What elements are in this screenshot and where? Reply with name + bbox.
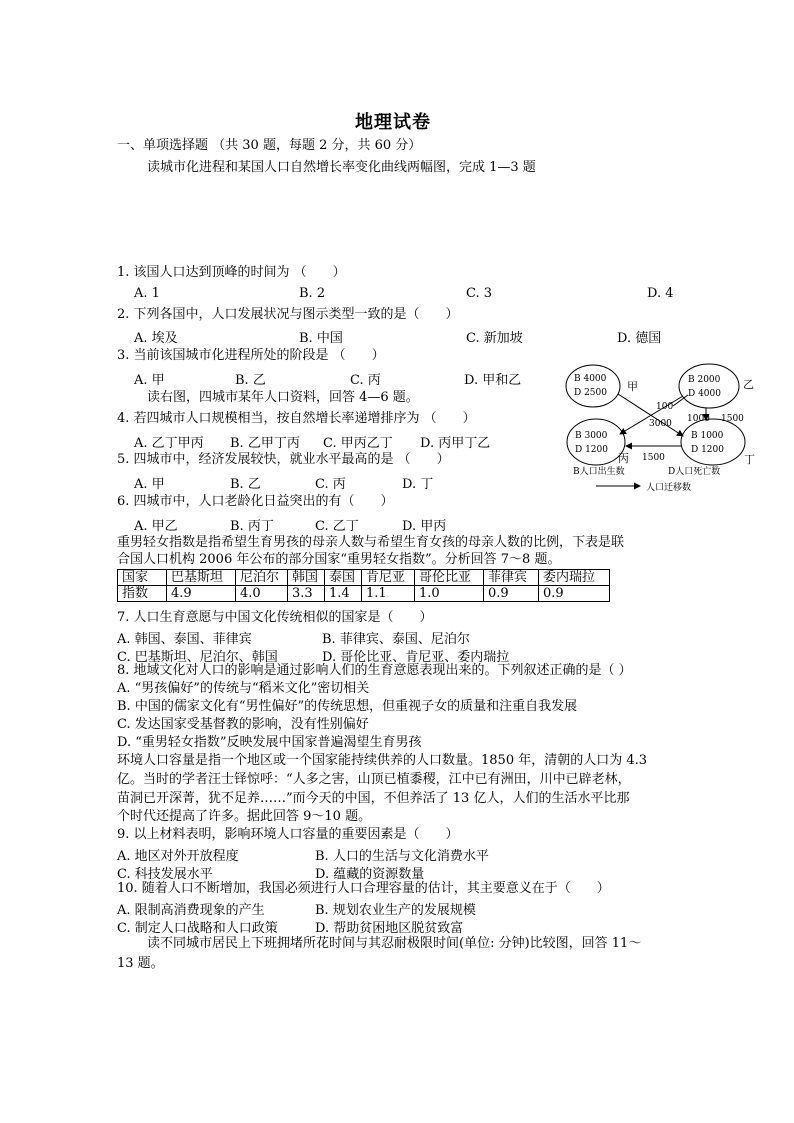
bing-label: 丙 xyxy=(618,452,629,465)
q2-option-a: A. 埃及 xyxy=(134,331,178,346)
jia-death: D 2500 xyxy=(574,388,607,398)
q3-option-d: D. 甲和乙 xyxy=(464,373,522,388)
para-son-preference-1: 重男轻女指数是指希望生育男孩的母亲人数与希望生育女孩的母亲人数的比例，下表是联 xyxy=(117,535,625,550)
table-cell: 3.3 xyxy=(288,586,325,602)
table-cell: 哥伦比亚 xyxy=(415,570,484,586)
para-capacity-2: 亿。当时的学者汪士铎惊呼：“人多之害，山顶已植黍稷，江中已有洲田，川中已辟老林， xyxy=(117,772,631,787)
yi-death: D 4000 xyxy=(688,389,721,399)
question-4: 4. 若四城市人口规模相当，按自然增长率递增排序为 （ ） xyxy=(117,411,476,426)
table-cell: 4.9 xyxy=(167,586,236,602)
q2-option-d: D. 德国 xyxy=(617,331,662,346)
bing-death: D 1200 xyxy=(575,445,608,455)
q4-option-a: A. 乙丁甲丙 xyxy=(134,436,204,451)
table-cell: 1.1 xyxy=(362,586,415,602)
intro-q1-3: 读城市化进程和某国人口自然增长率变化曲线两幅图，完成 1—3 题 xyxy=(147,160,536,175)
jia-birth: B 4000 xyxy=(574,374,607,384)
table-cell: 巴基斯坦 xyxy=(167,570,236,586)
q1-option-b: B. 2 xyxy=(299,286,326,301)
ding-death: D 1200 xyxy=(691,445,724,455)
table-cell: 4.0 xyxy=(236,586,288,602)
q4-option-d: D. 丙甲丁乙 xyxy=(420,436,491,451)
q8-option-d: D. “重男轻女指数”反映发展中国家普遍渴望生育男孩 xyxy=(117,735,422,750)
question-9: 9. 以上材料表明，影响环境人口容量的重要因素是（ ） xyxy=(117,827,459,842)
q10-option-d: D. 帮助贫困地区脱贫致富 xyxy=(315,921,464,936)
table-row xyxy=(118,570,610,586)
city-bing-circle xyxy=(567,419,625,465)
q1-option-c: C. 3 xyxy=(466,286,493,301)
q5-option-a: A. 甲 xyxy=(134,477,165,492)
q3-option-c: C. 丙 xyxy=(350,373,381,388)
table-cell: 指数 xyxy=(118,586,167,602)
flow-label-1500a: 1500 xyxy=(721,414,744,424)
intro-q4-6: 读右图，四城市某年人口资料，回答 4—6 题。 xyxy=(147,390,419,405)
q2-option-c: C. 新加坡 xyxy=(466,331,523,346)
table-cell: 国家 xyxy=(118,570,167,586)
para-capacity-1: 环境人口容量是指一个地区或一个国家能持续供养的人口数量。1850 年，清朝的人口为 4.3 xyxy=(117,753,648,768)
q9-option-a: A. 地区对外开放程度 xyxy=(117,849,239,864)
flow-label-1500b: 1500 xyxy=(642,453,665,463)
q9-option-d: D. 蕴藏的资源数量 xyxy=(315,867,425,882)
q7-option-a: A. 韩国、泰国、菲律宾 xyxy=(117,632,252,647)
q6-option-b: B. 丙丁 xyxy=(230,519,274,534)
q5-option-b: B. 乙 xyxy=(230,477,261,492)
question-6: 6. 四城市中，人口老龄化日益突出的有（ ） xyxy=(117,494,394,509)
section-heading: 一、单项选择题 （共 30 题，每题 2 分，共 60 分） xyxy=(117,138,422,153)
table-cell: 0.9 xyxy=(484,586,539,602)
para-commute-2: 13 题。 xyxy=(117,956,164,971)
q6-option-a: A. 甲乙 xyxy=(134,519,178,534)
q1-option-a: A. 1 xyxy=(134,286,160,301)
ding-birth: B 1000 xyxy=(691,431,724,441)
table-cell: 肯尼亚 xyxy=(362,570,415,586)
q9-option-c: C. 科技发展水平 xyxy=(117,867,213,882)
question-1: 1. 该国人口达到顶峰的时间为 （ ） xyxy=(117,265,346,280)
q4-option-b: B. 乙甲丁丙 xyxy=(230,436,300,451)
question-5: 5. 四城市中，经济发展较快，就业水平最高的是 （ ） xyxy=(117,452,450,467)
page-title: 地理试卷 xyxy=(355,112,431,133)
table-cell: 委内瑞拉 xyxy=(539,570,610,586)
q10-option-b: B. 规划农业生产的发展规模 xyxy=(315,903,476,918)
flow-label-100: 100 xyxy=(656,402,674,412)
para-capacity-3: 苗洞已开深菁，犹不足养……”而今天的中国，不但养活了 13 亿人，人们的生活水平比那 xyxy=(117,791,630,806)
ding-label: 丁 xyxy=(744,453,755,466)
q7-option-b: B. 菲律宾、泰国、尼泊尔 xyxy=(322,632,470,647)
q9-option-b: B. 人口的生活与文化消费水平 xyxy=(315,849,489,864)
bing-birth: B 3000 xyxy=(575,431,608,441)
q6-option-d: D. 甲丙 xyxy=(402,519,447,534)
table-cell: 0.9 xyxy=(539,586,610,602)
q3-option-a: A. 甲 xyxy=(134,373,165,388)
jia-label: 甲 xyxy=(627,380,638,393)
table-cell: 1.4 xyxy=(325,586,362,602)
para-son-preference-2: 合国人口机构 2006 年公布的部分国家“重男轻女指数”。分析回答 7～8 题。 xyxy=(117,552,561,567)
q2-option-b: B. 中国 xyxy=(299,331,343,346)
table-row xyxy=(118,586,610,602)
city-population-diagram xyxy=(560,358,774,494)
q7-option-c: C. 巴基斯坦、尼泊尔、韩国 xyxy=(117,650,278,665)
q3-option-b: B. 乙 xyxy=(235,373,266,388)
question-3: 3. 当前该国城市化进程所处的阶段是 （ ） xyxy=(117,348,385,363)
q8-option-c: C. 发达国家受基督教的影响，没有性别偏好 xyxy=(117,717,369,732)
question-2: 2. 下列各国中，人口发展状况与图示类型一致的是（ ） xyxy=(117,307,459,322)
table-cell: 1.0 xyxy=(415,586,484,602)
q7-option-d: D. 哥伦比亚、肯尼亚、委内瑞拉 xyxy=(322,650,510,665)
legend-death: D人口死亡数 xyxy=(668,467,721,477)
flow-label-1000: 1000 xyxy=(687,414,710,424)
q5-option-c: C. 丙 xyxy=(315,477,346,492)
yi-label: 乙 xyxy=(743,378,754,391)
q8-option-b: B. 中国的儒家文化有“男性偏好”的传统思想，但重视子女的质量和注重自我发展 xyxy=(117,699,578,714)
question-8: 8. 地域文化对人口的影响是通过影响人们的生育意愿表现出来的。下列叙述正确的是（ ） xyxy=(117,663,632,678)
question-10: 10. 随着人口不断增加，我国必须进行人口合理容量的估计，其主要意义在于（ ） xyxy=(117,881,610,896)
para-capacity-4: 个时代还提高了许多。据此回答 9～10 题。 xyxy=(117,809,372,824)
city-jia-circle xyxy=(566,365,620,407)
q10-option-c: C. 制定人口战略和人口政策 xyxy=(117,921,278,936)
q8-option-a: A. “男孩偏好”的传统与“稻米文化”密切相关 xyxy=(117,681,370,696)
question-7: 7. 人口生育意愿与中国文化传统相似的国家是（ ） xyxy=(117,610,433,625)
flow-label-3000: 3000 xyxy=(649,419,672,429)
q5-option-d: D. 丁 xyxy=(402,477,434,492)
table-cell: 泰国 xyxy=(325,570,362,586)
son-preference-table xyxy=(117,569,610,602)
table-cell: 韩国 xyxy=(288,570,325,586)
table-cell: 菲律宾 xyxy=(484,570,539,586)
q1-option-d: D. 4 xyxy=(647,286,674,301)
legend-migration: 人口迁移数 xyxy=(646,483,692,493)
para-commute-1: 读不同城市居民上下班拥堵所花时间与其忍耐极限时间(单位: 分钟)比较图，回答 11～ xyxy=(147,936,642,951)
table-cell: 尼泊尔 xyxy=(236,570,288,586)
q4-option-c: C. 甲丙乙丁 xyxy=(323,436,393,451)
city-ding-circle xyxy=(681,419,745,465)
yi-birth: B 2000 xyxy=(688,375,721,385)
q10-option-a: A. 限制高消费现象的产生 xyxy=(117,903,265,918)
city-yi-circle xyxy=(679,364,739,408)
legend-birth: B人口出生数 xyxy=(573,467,625,477)
q6-option-c: C. 乙丁 xyxy=(315,519,359,534)
